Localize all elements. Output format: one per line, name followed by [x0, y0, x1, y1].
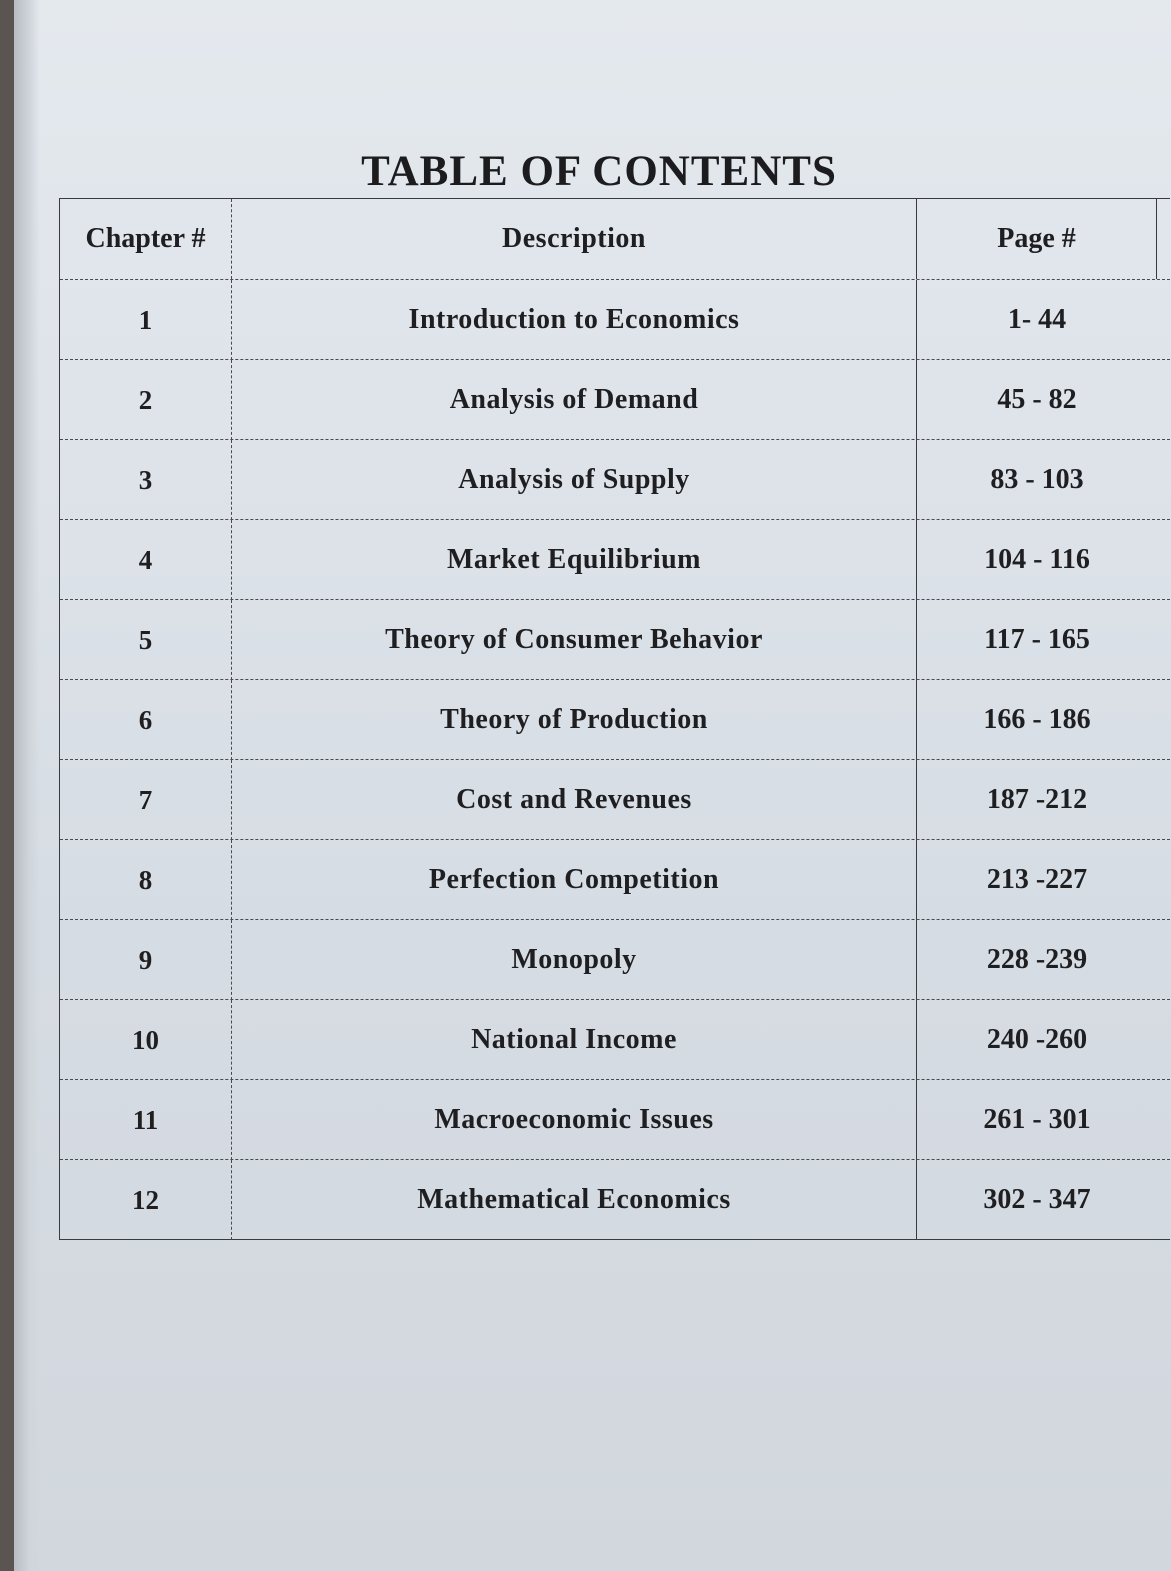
chapter-pages: 104 - 116 — [984, 544, 1090, 575]
chapter-number: 7 — [60, 760, 232, 840]
header-chapter: Chapter # — [60, 199, 232, 279]
table-row — [60, 759, 1170, 840]
chapter-pages: 228 -239 — [986, 944, 1088, 975]
chapter-description: Macroeconomic Issues — [232, 1080, 917, 1160]
document-page — [14, 0, 1171, 1571]
chapter-number: 4 — [60, 520, 232, 600]
chapter-description: Analysis of Supply — [232, 440, 917, 520]
table-row — [60, 679, 1170, 760]
table-row — [60, 999, 1170, 1080]
toc-table — [59, 198, 1170, 1240]
chapter-number: 8 — [60, 840, 232, 920]
chapter-number: 9 — [60, 920, 232, 1000]
chapter-pages: 213 -227 — [986, 864, 1088, 895]
chapter-number: 1 — [60, 280, 232, 360]
chapter-pages: 166 - 186 — [983, 704, 1091, 735]
page-edge-shadow — [14, 0, 40, 1571]
chapter-pages: 83 - 103 — [990, 464, 1084, 495]
chapter-pages: 117 - 165 — [984, 624, 1090, 655]
table-row — [60, 359, 1170, 440]
chapter-number: 5 — [60, 600, 232, 680]
table-row — [60, 1159, 1170, 1240]
table-row — [60, 519, 1170, 600]
chapter-number: 3 — [60, 440, 232, 520]
page-title: TABLE OF CONTENTS — [361, 148, 837, 195]
chapter-description: National Income — [232, 1000, 917, 1080]
chapter-description: Market Equilibrium — [232, 520, 917, 600]
table-row — [60, 439, 1170, 520]
chapter-pages: 1- 44 — [1007, 304, 1067, 335]
chapter-pages: 240 -260 — [986, 1024, 1088, 1055]
chapter-number: 2 — [60, 360, 232, 440]
chapter-description: Perfection Competition — [232, 840, 917, 920]
table-row — [60, 919, 1170, 1000]
chapter-description: Theory of Production — [232, 680, 917, 760]
chapter-description: Introduction to Economics — [232, 280, 917, 360]
table-row — [60, 279, 1170, 360]
chapter-description: Analysis of Demand — [232, 360, 917, 440]
chapter-description: Theory of Consumer Behavior — [232, 600, 917, 680]
header-page: Page # — [917, 199, 1157, 279]
chapter-number: 11 — [60, 1080, 232, 1160]
chapter-number: 6 — [60, 680, 232, 760]
table-header-row — [60, 199, 1170, 279]
chapter-number: 12 — [60, 1160, 232, 1240]
chapter-pages: 261 - 301 — [983, 1104, 1091, 1135]
chapter-pages: 45 - 82 — [997, 384, 1077, 415]
chapter-number: 10 — [60, 1000, 232, 1080]
chapter-pages: 302 - 347 — [983, 1184, 1091, 1215]
chapter-description: Monopoly — [232, 920, 917, 1000]
chapter-description: Cost and Revenues — [232, 760, 917, 840]
chapter-description: Mathematical Economics — [232, 1160, 917, 1240]
header-description: Description — [232, 199, 917, 279]
chapter-pages: 187 -212 — [986, 784, 1088, 815]
table-row — [60, 839, 1170, 920]
table-row — [60, 1079, 1170, 1160]
table-row — [60, 599, 1170, 680]
